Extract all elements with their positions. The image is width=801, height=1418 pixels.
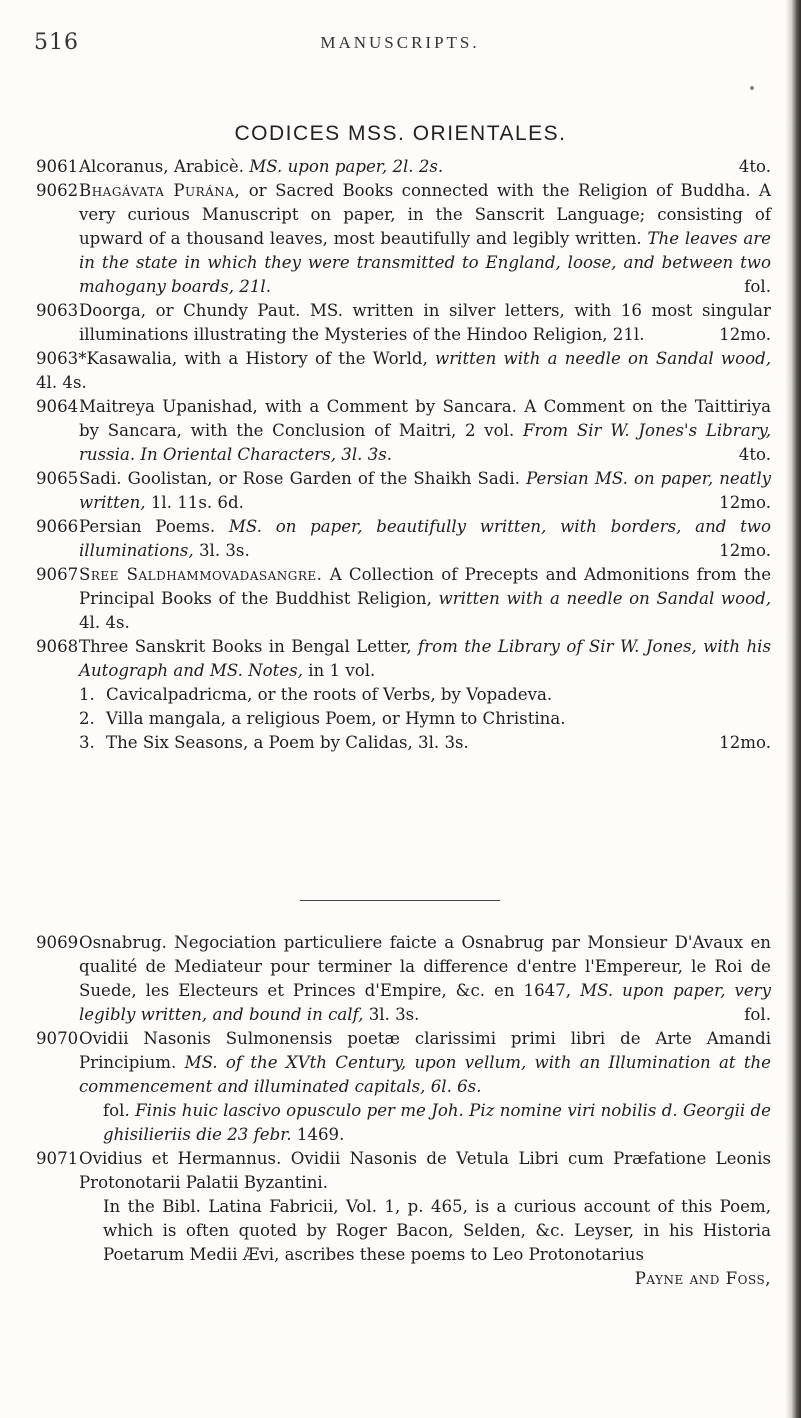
sub-item: 1. Cavicalpadricma, or the roots of Verbs, by Vopadeva. (79, 685, 553, 704)
format: 4to. (738, 445, 771, 464)
lot-number: 9064 (36, 397, 79, 416)
catalog-entry: 9071 Ovidius et Hermannus. Ovidii Nasonis de Vetula Libri cum Præfatione Leonis Protonotarii Palatii Byzantini. In the Bibl. Latina Fabricii, Vol. 1, p. 465, is a curious account of this Poem, which is often quoted by Roger Bacon, Selden, &c. Leyser, in his Historia Poetarum Medii Ævi, ascribes these poems to Leo Protonotarius Payne and Foss, (36, 1149, 771, 1288)
section-divider (300, 900, 500, 901)
lot-number: 9062 (36, 181, 79, 200)
lot-number: 9066 (36, 517, 79, 536)
section-title: CODICES MSS. ORIENTALES. (234, 122, 567, 145)
lot-number: 9065 (36, 469, 79, 488)
lot-number: 9063* (36, 349, 87, 368)
format: 12mo. (719, 493, 771, 512)
catalog-entry: 9063*Kasawalia, with a History of the World, written with a needle on Sandal wood, 4l. 4s. (36, 349, 771, 392)
catchword: Payne and Foss, (634, 1269, 771, 1288)
catalog-entry: 9064 Maitreya Upanishad, with a Comment by Sancara. A Comment on the Taittiriya by Sancara, with the Conclusion of Maitri, 2 vol. From Sir W. Jones's Library, russia. In Oriental Characters, 3l. 3s. 4to. (36, 395, 771, 467)
lot-number: 9071 (36, 1149, 79, 1168)
entry-heading: Bhagávata Purána, (79, 181, 241, 200)
lot-number: 9069 (36, 933, 79, 952)
catalog-entry: 9066 Persian Poems. MS. on paper, beautifully written, with borders, and two illuminations, 3l. 3s. 12mo. (36, 515, 771, 563)
sub-item: 2. Villa mangala, a religious Poem, or Hymn to Christina. (79, 709, 566, 728)
entry-heading: Sree Saldhammovadasangre. (79, 565, 323, 584)
page-header (30, 30, 770, 70)
format: 12mo. (719, 325, 771, 344)
format: 4to. (738, 157, 771, 176)
format: fol. (744, 1005, 771, 1024)
running-head: MANUSCRIPTS. (320, 33, 480, 52)
catalog-entry: 9067 Sree Saldhammovadasangre. A Collection of Precepts and Admonitions from the Principal Books of the Buddhist Religion, written with a needle on Sandal wood, 4l. 4s. (36, 565, 772, 632)
format: 12mo. (719, 541, 771, 560)
catalog-entry: 9069 Osnabrug. Negociation particuliere faicte a Osnabrug par Monsieur D'Avaux en qualité de Mediateur pour terminer la difference d'entre l'Empereur, le Roi de Suede, les Electeurs et Princes d'Empire, &c. en 1647, MS. upon paper, very legibly written, and bound in calf, 3l. 3s. fol. (36, 931, 771, 1027)
lot-number: 9068 (36, 637, 79, 656)
catalog-entry: 9068 Three Sanskrit Books in Bengal Letter, from the Library of Sir W. Jones, with his Autograph and MS. Notes, in 1 vol. (36, 637, 771, 680)
lot-number: 9067 (36, 565, 79, 584)
print-speck (750, 86, 754, 90)
catalog-western (36, 931, 771, 1291)
page-edge-shadow (785, 0, 801, 1418)
sub-item: 3. The Six Seasons, a Poem by Calidas, 3l. 3s. 12mo. (36, 731, 771, 755)
catalog-oriental-body (36, 179, 771, 755)
catalog-entry: 9065 Sadi. Goolistan, or Rose Garden of the Shaikh Sadi. Persian MS. on paper, neatly written, 1l. 11s. 6d. 12mo. (36, 467, 771, 515)
lot-number: 9061 (36, 157, 79, 176)
page-number: 516 (34, 30, 79, 55)
catalog-entry: 9070 Ovidii Nasonis Sulmonensis poetæ clarissimi primi libri de Arte Amandi Principium. MS. of the XVth Century, upon vellum, with an Illumination at the commencement and illuminated capitals, 6l. 6s. fol. Finis huic lascivo opusculo per me Joh. Piz nomine viri nobilis d. Georgii de ghisilieriis die 23 febr. 1469. (36, 1029, 772, 1144)
lot-number: 9070 (36, 1029, 79, 1048)
catalog-oriental (36, 155, 771, 179)
catalog-entry: 9063 Doorga, or Chundy Paut. MS. written in silver letters, with 16 most singular illuminations illustrating the Mysteries of the Hindoo Religion, 21l. 12mo. (36, 299, 771, 347)
format: fol. (744, 277, 771, 296)
catalog-entry: 9061 Alcoranus, Arabicè. MS. upon paper, 2l. 2s. 4to. (36, 155, 771, 179)
format: 12mo. (719, 733, 771, 752)
lot-number: 9063 (36, 301, 79, 320)
catalog-entry: 9062 Bhagávata Purána, or Sacred Books connected with the Religion of Buddha. A very curious Manuscript on paper, in the Sanscrit Language; consisting of upward of a thousand leaves, most beautifully and legibly written. The leaves are in the state in which they were transmitted to England, loose, and between two mahogany boards, 21l. fol. (36, 179, 771, 299)
